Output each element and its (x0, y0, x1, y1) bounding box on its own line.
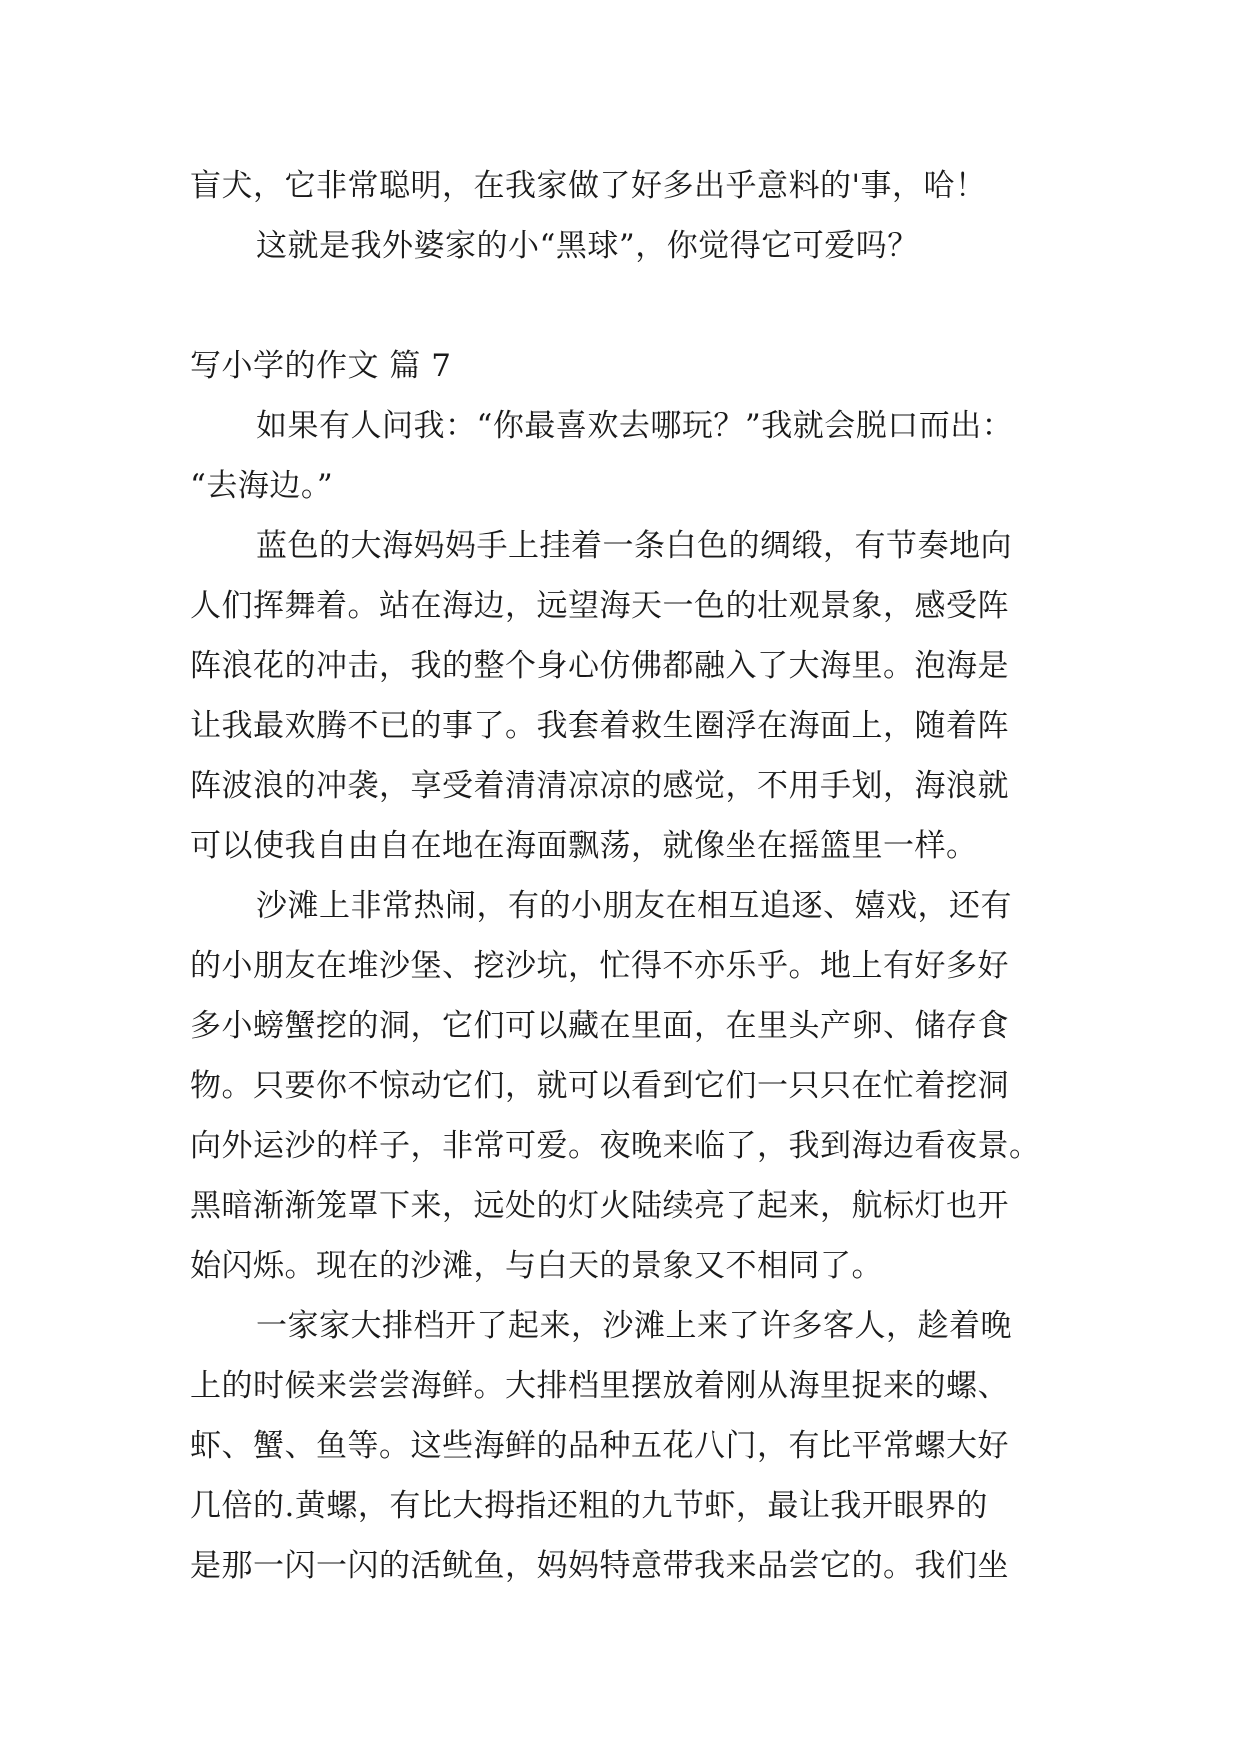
text-line-8: 阵浪花的冲击，我的整个身心仿佛都融入了大海里。泡海是 (190, 648, 1009, 684)
text-line-16: 向外运沙的样子，非常可爱。夜晚来临了，我到海边看夜景。 (190, 1128, 1041, 1164)
text-line-12: 沙滩上非常热闹，有的小朋友在相互追逐、嬉戏，还有 (256, 888, 1012, 924)
text-line-9: 让我最欢腾不已的事了。我套着救生圈浮在海面上，随着阵 (190, 708, 1009, 744)
text-line-19: 一家家大排档开了起来，沙滩上来了许多客人，趁着晚 (256, 1308, 1012, 1344)
text-line-6: 蓝色的大海妈妈手上挂着一条白色的绸缎，有节奏地向 (256, 528, 1012, 564)
text-line-21: 虾、蟹、鱼等。这些海鲜的品种五花八门，有比平常螺大好 (190, 1428, 1009, 1464)
text-line-20: 上的时候来尝尝海鲜。大排档里摆放着刚从海里捉来的螺、 (190, 1368, 1009, 1404)
text-line-7: 人们挥舞着。站在海边，远望海天一色的壮观景象，感受阵 (190, 588, 1009, 624)
text-line-15: 物。只要你不惊动它们，就可以看到它们一只只在忙着挖洞 (190, 1068, 1009, 1104)
text-line-11: 可以使我自由自在地在海面飘荡，就像坐在摇篮里一样。 (190, 828, 978, 864)
text-line-1: 盲犬，它非常聪明，在我家做了好多出乎意料的'事，哈！ (190, 168, 987, 204)
text-line-14: 多小螃蟹挖的洞，它们可以藏在里面，在里头产卵、储存食 (190, 1008, 1009, 1044)
text-line-22: 几倍的.黄螺，有比大拇指还粗的九节虾，最让我开眼界的 (190, 1488, 988, 1524)
text-line-23: 是那一闪一闪的活鱿鱼，妈妈特意带我来品尝它的。我们坐 (190, 1548, 1009, 1584)
text-line-4: 如果有人问我：“你最喜欢去哪玩？”我就会脱口而出： (256, 408, 1014, 444)
section-heading: 写小学的作文 篇 7 (190, 348, 452, 384)
text-line-10: 阵波浪的冲袭，享受着清清凉凉的感觉，不用手划，海浪就 (190, 768, 1009, 804)
text-line-5: “去海边。” (190, 468, 334, 504)
text-line-2: 这就是我外婆家的小“黑球”，你觉得它可爱吗？ (256, 228, 919, 264)
text-line-17: 黑暗渐渐笼罩下来，远处的灯火陆续亮了起来，航标灯也开 (190, 1188, 1009, 1224)
text-line-13: 的小朋友在堆沙堡、挖沙坑，忙得不亦乐乎。地上有好多好 (190, 948, 1009, 984)
text-line-18: 始闪烁。现在的沙滩，与白天的景象又不相同了。 (190, 1248, 883, 1284)
